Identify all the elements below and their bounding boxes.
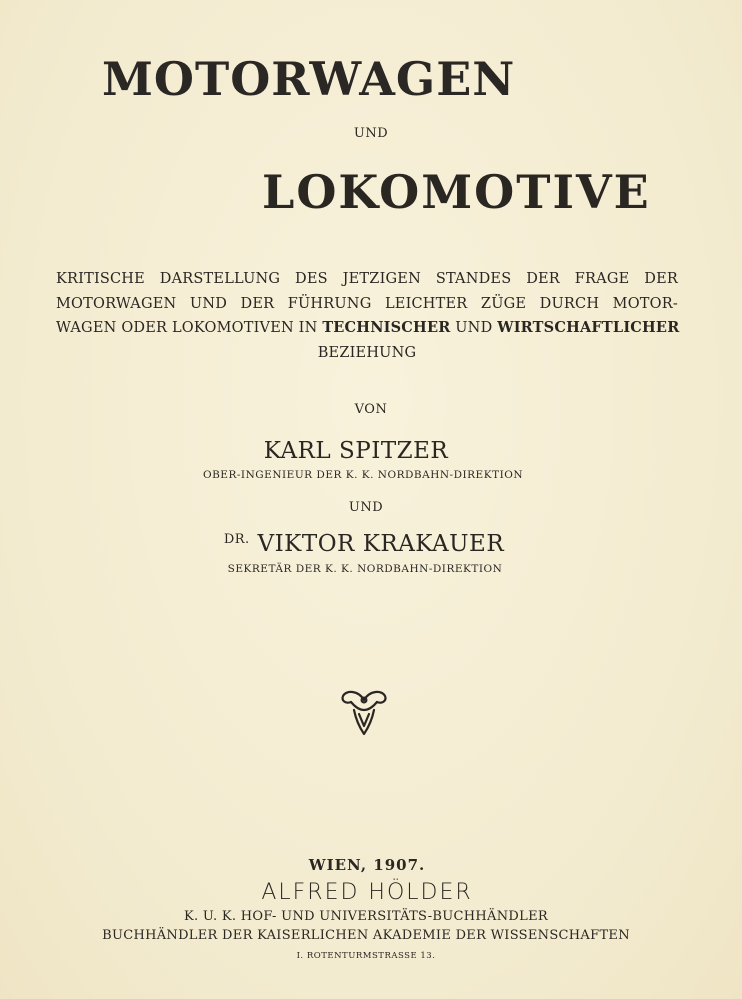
subtitle-emphasis-economic: WIRTSCHAFTLICHER xyxy=(497,319,680,336)
authors-connector: UND xyxy=(348,500,384,515)
author-2-title-prefix: DR. xyxy=(223,532,250,547)
title-connector: UND xyxy=(353,126,389,141)
subtitle-block xyxy=(56,267,678,365)
title-line-1: MOTORWAGEN xyxy=(102,52,516,106)
title-line-2: LOKOMOTIVE xyxy=(262,165,651,219)
subtitle-line-3 xyxy=(56,316,678,341)
author-2-role: SEKRETÄR DER K. K. NORDBAHN-DIREKTION xyxy=(227,563,503,575)
subtitle-line-3-start: WAGEN ODER LOKOMOTIVEN IN xyxy=(56,320,318,336)
subtitle-line-2: MOTORWAGEN UND DER FÜHRUNG LEICHTER ZÜGE DURCH MOTOR- xyxy=(56,295,678,312)
publisher-address: I. ROTENTURMSTRASSE 13. xyxy=(296,951,436,961)
publisher-title-2: BUCHHÄNDLER DER KAISERLICHEN AKADEMIE DER WISSENSCHAFTEN xyxy=(102,928,630,943)
author-1-name: KARL SPITZER xyxy=(263,438,449,464)
author-2 xyxy=(0,531,728,557)
by-label: VON xyxy=(354,402,388,417)
subtitle-line-4: BEZIEHUNG xyxy=(317,344,417,361)
author-2-name: VIKTOR KRAKAUER xyxy=(257,531,505,557)
publisher-title-1: K. U. K. HOF- UND UNIVERSITÄTS-BUCHHÄNDLER xyxy=(184,909,548,924)
publisher-emblem-icon xyxy=(338,686,390,738)
place-and-year: WIEN, 1907. xyxy=(308,856,426,874)
subtitle-line-1: KRITISCHE DARSTELLUNG DES JETZIGEN STANDES DER FRAGE DER xyxy=(56,271,678,287)
subtitle-line-3-mid: UND xyxy=(455,320,493,336)
author-1-role: OBER-INGENIEUR DER K. K. NORDBAHN-DIREKTION xyxy=(202,469,524,481)
subtitle-emphasis-technical: TECHNISCHER xyxy=(322,319,451,336)
publisher-name: ALFRED HÖLDER xyxy=(261,880,473,905)
